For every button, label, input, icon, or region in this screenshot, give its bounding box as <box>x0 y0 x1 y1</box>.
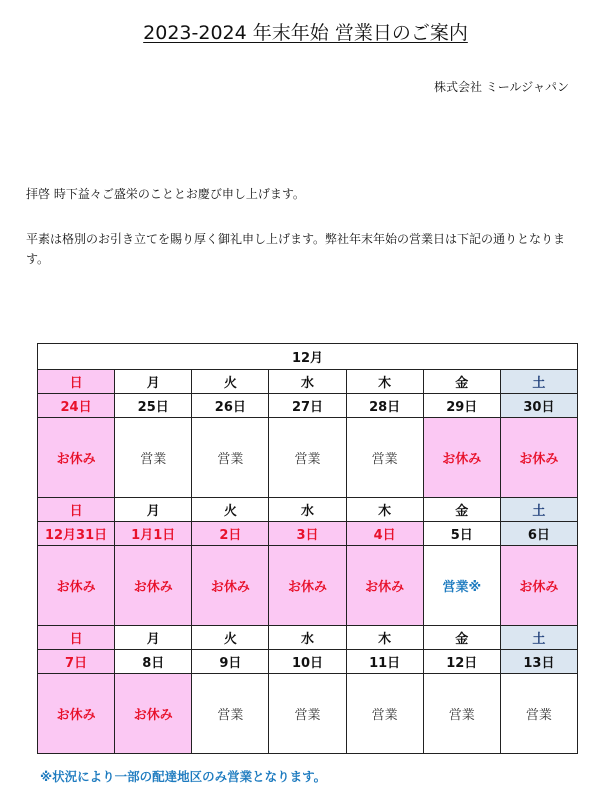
status-cell: お休み <box>500 546 577 626</box>
date-cell: 24日 <box>38 394 115 418</box>
status-cell: お休み <box>346 546 423 626</box>
weekday-fri: 金 <box>423 626 500 650</box>
status-cell: お休み <box>500 418 577 498</box>
date-cell: 27日 <box>269 394 346 418</box>
status-cell: 営業 <box>346 674 423 754</box>
weekday-row <box>38 626 578 650</box>
weekday-thu: 木 <box>346 370 423 394</box>
weekday-sat: 土 <box>500 370 577 394</box>
date-cell: 6日 <box>500 522 577 546</box>
weekday-sat: 土 <box>500 626 577 650</box>
date-cell: 11日 <box>346 650 423 674</box>
weekday-thu: 木 <box>346 498 423 522</box>
status-cell: お休み <box>38 674 115 754</box>
date-row <box>38 522 578 546</box>
status-row <box>38 546 578 626</box>
status-cell: 営業 <box>500 674 577 754</box>
weekday-wed: 水 <box>269 370 346 394</box>
date-cell: 25日 <box>115 394 192 418</box>
date-cell: 26日 <box>192 394 269 418</box>
date-cell: 29日 <box>423 394 500 418</box>
date-cell: 10日 <box>269 650 346 674</box>
status-cell: 営業 <box>192 674 269 754</box>
date-cell: 12月31日 <box>38 522 115 546</box>
status-cell: 営業 <box>423 674 500 754</box>
weekday-row <box>38 498 578 522</box>
status-cell: お休み <box>38 418 115 498</box>
greeting-text: 拝啓 時下益々ご盛栄のこととお慶び申し上げます。 <box>26 187 305 201</box>
status-cell: お休み <box>269 546 346 626</box>
page-title: 2023-2024 年末年始 営業日のご案内 <box>143 22 468 44</box>
status-cell: 営業 <box>269 418 346 498</box>
business-calendar <box>37 343 578 754</box>
status-cell: 営業 <box>115 418 192 498</box>
weekday-wed: 水 <box>269 626 346 650</box>
date-cell: 7日 <box>38 650 115 674</box>
date-cell: 4日 <box>346 522 423 546</box>
status-cell: 営業 <box>192 418 269 498</box>
body-text: 平素は格別のお引き立てを賜り厚く御礼申し上げます。弊社年末年始の営業日は下記の通りとなります。 <box>26 232 566 266</box>
weekday-tue: 火 <box>192 370 269 394</box>
company-name: 株式会社 ミールジャパン <box>433 80 569 94</box>
footnote: ※状況により一部の配達地区のみ営業となります。 <box>40 769 327 784</box>
date-cell: 28日 <box>346 394 423 418</box>
date-cell: 12日 <box>423 650 500 674</box>
weekday-sun: 日 <box>38 626 115 650</box>
date-cell: 30日 <box>500 394 577 418</box>
weekday-fri: 金 <box>423 498 500 522</box>
date-cell: 1月1日 <box>115 522 192 546</box>
date-row <box>38 650 578 674</box>
status-cell: お休み <box>115 674 192 754</box>
status-cell: 営業※ <box>423 546 500 626</box>
date-cell: 2日 <box>192 522 269 546</box>
weekday-sat: 土 <box>500 498 577 522</box>
date-cell: 5日 <box>423 522 500 546</box>
weekday-mon: 月 <box>115 498 192 522</box>
weekday-tue: 火 <box>192 498 269 522</box>
date-row <box>38 394 578 418</box>
weekday-wed: 水 <box>269 498 346 522</box>
date-cell: 9日 <box>192 650 269 674</box>
status-cell: 営業 <box>346 418 423 498</box>
weekday-tue: 火 <box>192 626 269 650</box>
month-label: 12月 <box>38 344 578 370</box>
weekday-sun: 日 <box>38 370 115 394</box>
status-row <box>38 418 578 498</box>
status-cell: お休み <box>192 546 269 626</box>
status-cell: 営業 <box>269 674 346 754</box>
status-cell: お休み <box>38 546 115 626</box>
status-cell: お休み <box>115 546 192 626</box>
weekday-mon: 月 <box>115 626 192 650</box>
weekday-fri: 金 <box>423 370 500 394</box>
status-row <box>38 674 578 754</box>
date-cell: 13日 <box>500 650 577 674</box>
weekday-sun: 日 <box>38 498 115 522</box>
date-cell: 3日 <box>269 522 346 546</box>
weekday-row <box>38 370 578 394</box>
weekday-mon: 月 <box>115 370 192 394</box>
status-cell: お休み <box>423 418 500 498</box>
weekday-thu: 木 <box>346 626 423 650</box>
date-cell: 8日 <box>115 650 192 674</box>
